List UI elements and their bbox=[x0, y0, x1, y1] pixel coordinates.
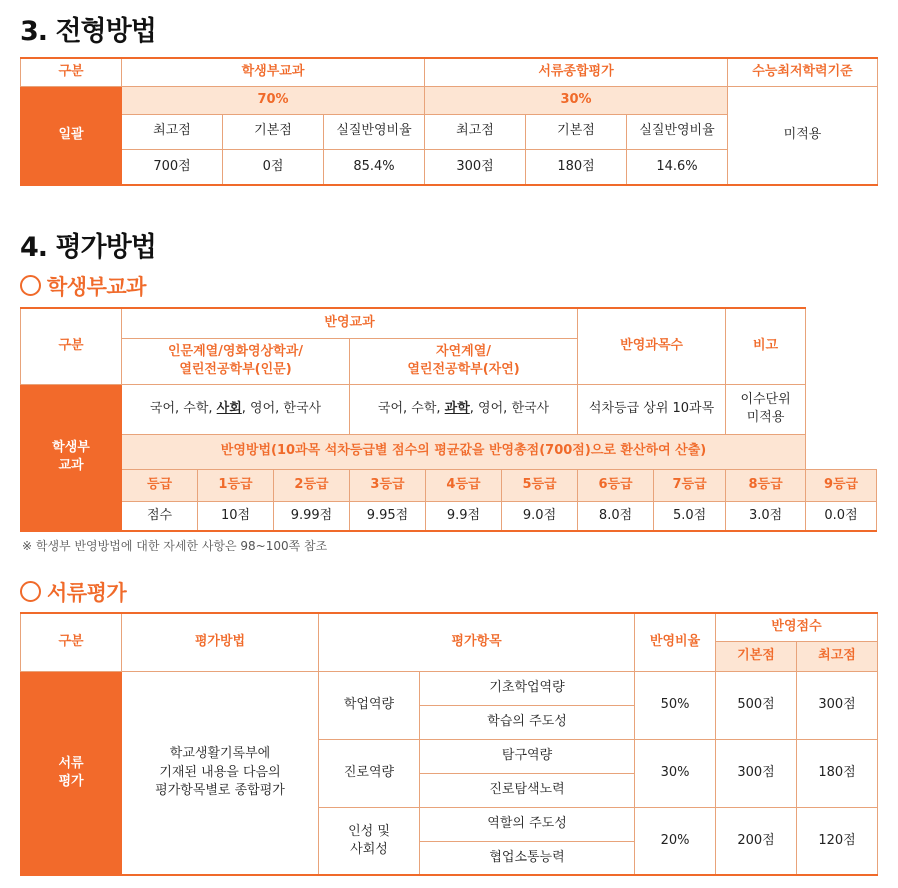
header-remarks: 비고 bbox=[726, 308, 806, 384]
item: 협업소통능력 bbox=[420, 841, 635, 875]
doc-real: 14.6% bbox=[627, 149, 728, 185]
method-text bbox=[122, 671, 319, 875]
section4-title: 4. 평가방법 bbox=[20, 232, 156, 263]
text: , 영어, 한국사 bbox=[241, 400, 322, 416]
header-natural bbox=[350, 338, 578, 384]
humanities-subjects bbox=[122, 384, 350, 434]
remarks-line2: 미적용 bbox=[746, 410, 785, 425]
score-cell: 9.99점 bbox=[274, 501, 350, 531]
grade-cell: 3등급 bbox=[350, 469, 426, 501]
section3-title: 3. 전형방법 bbox=[20, 16, 156, 47]
item: 학습의 주도성 bbox=[420, 705, 635, 739]
header-gubun: 구분 bbox=[21, 613, 122, 671]
grade-cell: 9등급 bbox=[806, 469, 877, 501]
item: 역할의 주도성 bbox=[420, 807, 635, 841]
header-school-record: 학생부교과 bbox=[122, 58, 425, 86]
header-humanities-line2: 열린전공학부(인문) bbox=[179, 362, 292, 377]
doc-base: 180점 bbox=[526, 149, 627, 185]
max-score: 180점 bbox=[797, 739, 878, 807]
side-label bbox=[21, 671, 122, 875]
school-record-table bbox=[20, 307, 877, 532]
remarks-value bbox=[726, 384, 806, 434]
col-base: 기본점 bbox=[223, 114, 324, 149]
header-document-eval: 서류종합평가 bbox=[425, 58, 728, 86]
side-label: 일괄 bbox=[21, 86, 122, 185]
method-line3: 평가항목별로 종합평가 bbox=[155, 782, 285, 798]
grade-cell: 4등급 bbox=[426, 469, 502, 501]
header-ratio: 반영비율 bbox=[635, 613, 716, 671]
method-line2: 기재된 내용을 다음의 bbox=[159, 764, 281, 780]
text: 국어, 수학, bbox=[149, 400, 217, 416]
score-cell: 9.95점 bbox=[350, 501, 426, 531]
header-natural-line2: 열린전공학부(자연) bbox=[407, 362, 520, 377]
header-humanities bbox=[122, 338, 350, 384]
category: 진로역량 bbox=[319, 739, 420, 807]
score-cell: 5.0점 bbox=[654, 501, 726, 531]
doc-max: 300점 bbox=[425, 149, 526, 185]
item: 탐구역량 bbox=[420, 739, 635, 773]
item: 진로탐색노력 bbox=[420, 773, 635, 807]
csat-value: 미적용 bbox=[728, 86, 878, 185]
header-max: 최고점 bbox=[797, 641, 878, 671]
text-emphasis: 과학 bbox=[444, 400, 470, 416]
col-max: 최고점 bbox=[122, 114, 223, 149]
method-description: 반영방법(10과목 석차등급별 점수의 평균값을 반영총점(700점)으로 환산하여 산출) bbox=[122, 434, 806, 469]
base-score: 200점 bbox=[716, 807, 797, 875]
base-score: 500점 bbox=[716, 671, 797, 739]
grade-cell: 2등급 bbox=[274, 469, 350, 501]
col-base: 기본점 bbox=[526, 114, 627, 149]
col-real: 실질반영비율 bbox=[627, 114, 728, 149]
side-line2: 교과 bbox=[58, 458, 84, 474]
grade-header: 등급 bbox=[122, 469, 198, 501]
score-cell: 10점 bbox=[198, 501, 274, 531]
side-line1: 학생부 bbox=[52, 440, 90, 456]
school-max: 700점 bbox=[122, 149, 223, 185]
header-method: 평가방법 bbox=[122, 613, 319, 671]
side-line1: 서류 bbox=[58, 755, 84, 771]
subsection-document-eval bbox=[20, 577, 126, 607]
text-emphasis: 사회 bbox=[216, 400, 242, 416]
grade-cell: 7등급 bbox=[654, 469, 726, 501]
header-items: 평가항목 bbox=[319, 613, 635, 671]
school-ratio: 70% bbox=[122, 86, 425, 114]
header-base: 기본점 bbox=[716, 641, 797, 671]
header-gubun: 구분 bbox=[21, 308, 122, 384]
base-score: 300점 bbox=[716, 739, 797, 807]
subsection-label: 서류평가 bbox=[47, 581, 127, 605]
doc-ratio: 30% bbox=[425, 86, 728, 114]
col-max: 최고점 bbox=[425, 114, 526, 149]
header-csat-minimum: 수능최저학력기준 bbox=[728, 58, 878, 86]
score-header: 점수 bbox=[122, 501, 198, 531]
score-cell: 3.0점 bbox=[726, 501, 806, 531]
side-line2: 평가 bbox=[58, 773, 84, 789]
school-base: 0점 bbox=[223, 149, 324, 185]
grade-cell: 5등급 bbox=[502, 469, 578, 501]
method-line1: 학교생활기록부에 bbox=[169, 746, 271, 762]
grade-cell: 6등급 bbox=[578, 469, 654, 501]
score-cell: 9.0점 bbox=[502, 501, 578, 531]
header-gubun: 구분 bbox=[21, 58, 122, 86]
score-cell: 9.9점 bbox=[426, 501, 502, 531]
header-score: 반영점수 bbox=[716, 613, 878, 641]
school-real: 85.4% bbox=[324, 149, 425, 185]
subject-count-value: 석차등급 상위 10과목 bbox=[578, 384, 726, 434]
document-eval-table bbox=[20, 612, 878, 876]
score-cell: 8.0점 bbox=[578, 501, 654, 531]
category: 학업역량 bbox=[319, 671, 420, 739]
remarks-line1: 이수단위 bbox=[740, 391, 791, 407]
score-cell: 0.0점 bbox=[806, 501, 877, 531]
circle-icon bbox=[20, 581, 41, 602]
selection-method-table bbox=[20, 57, 878, 186]
circle-icon bbox=[20, 275, 41, 296]
text: , 영어, 한국사 bbox=[469, 400, 550, 416]
text: 국어, 수학, bbox=[377, 400, 445, 416]
grade-cell: 1등급 bbox=[198, 469, 274, 501]
grade-cell: 8등급 bbox=[726, 469, 806, 501]
category-line1: 인성 및 bbox=[348, 823, 390, 839]
header-natural-line1: 자연계열/ bbox=[436, 343, 492, 359]
ratio: 20% bbox=[635, 807, 716, 875]
natural-subjects bbox=[350, 384, 578, 434]
subsection-label: 학생부교과 bbox=[47, 275, 146, 299]
item: 기초학업역량 bbox=[420, 671, 635, 705]
side-label bbox=[21, 384, 122, 531]
header-humanities-line1: 인문계열/영화영상학과/ bbox=[167, 343, 304, 359]
category-line2: 사회성 bbox=[350, 841, 388, 857]
max-score: 300점 bbox=[797, 671, 878, 739]
ratio: 50% bbox=[635, 671, 716, 739]
subsection-school-record bbox=[20, 271, 146, 301]
header-subject-count: 반영과목수 bbox=[578, 308, 726, 384]
ratio: 30% bbox=[635, 739, 716, 807]
col-real: 실질반영비율 bbox=[324, 114, 425, 149]
reference-note: ※ 학생부 반영방법에 대한 자세한 사항은 98~100쪽 참조 bbox=[22, 539, 328, 553]
category bbox=[319, 807, 420, 875]
header-subjects: 반영교과 bbox=[122, 308, 578, 338]
max-score: 120점 bbox=[797, 807, 878, 875]
